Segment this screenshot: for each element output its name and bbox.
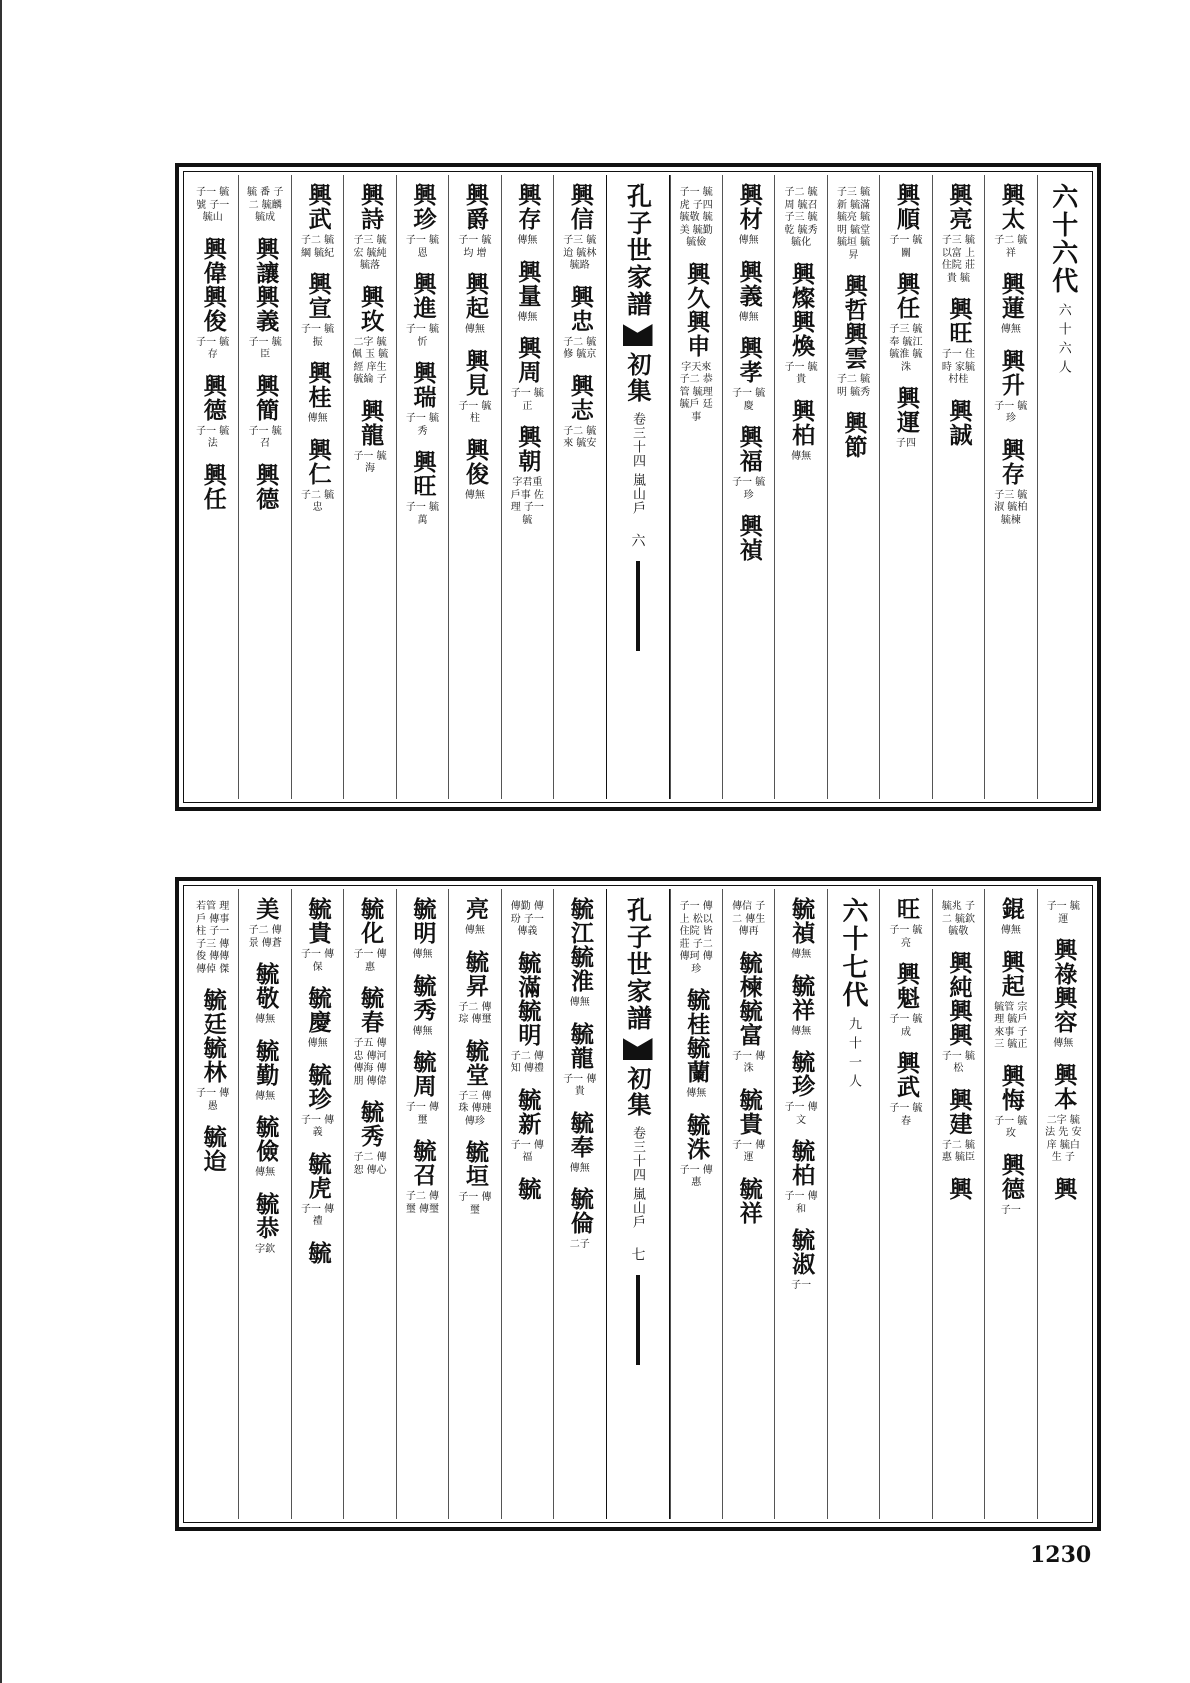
person-note: 傳無: [517, 311, 538, 323]
person-name: 興信: [566, 183, 594, 231]
person-note: 子一 毓春: [889, 1103, 923, 1127]
scan-edge-line: [0, 0, 2, 1683]
person-note: 子一 傳璽: [458, 1192, 492, 1216]
entry-column: [670, 889, 722, 1519]
person-note: 毓管 宗理 毓戶 來事 子三 毓正: [994, 1001, 1028, 1050]
volume-label: 卷三十四 嵐山戶: [630, 1126, 645, 1230]
person-name: 興詩: [357, 183, 385, 231]
person-name: 興義: [252, 284, 280, 333]
person-name: 興任: [199, 462, 227, 511]
person-name: 興哲: [840, 274, 868, 322]
person-note: 傳無: [791, 1025, 812, 1037]
person-name: 毓珍: [788, 1050, 816, 1098]
generation-count: 六十六人: [1055, 303, 1071, 379]
person-note: 子一 傳福: [510, 1139, 544, 1163]
entry-column: [879, 889, 931, 1519]
entry-column: [879, 175, 931, 799]
entry-column: [774, 175, 826, 799]
person-note: 傳無: [464, 489, 485, 501]
person-name: 興仁: [304, 437, 332, 486]
person-name: 興悔: [997, 1063, 1025, 1112]
entry-column: [343, 889, 395, 1519]
person-name: 興運: [893, 386, 921, 434]
person-name: 興玫: [357, 284, 385, 333]
person-note: 子一 毓均 增: [458, 235, 492, 259]
person-note: 子一 毓忻: [405, 324, 440, 348]
person-name: 毓昇: [461, 949, 489, 998]
person-name: 興存: [997, 437, 1025, 486]
person-note: 子三 毓宏 毓純 毓落: [353, 235, 387, 271]
person-name: 興節: [840, 411, 868, 459]
person-name: 興蓮: [997, 272, 1025, 320]
person-note: 子三 毓以富 上住院 莊貴 毓: [941, 235, 975, 284]
person-note: 子一 傳璽: [405, 1102, 440, 1126]
person-name: 毓富: [735, 998, 763, 1047]
entry-column: [291, 175, 343, 799]
person-note: 子二 毓忠: [301, 489, 335, 513]
person-note: 傳無: [569, 997, 590, 1008]
person-name: 興禎: [735, 514, 763, 562]
person-name: 毓明: [514, 998, 542, 1047]
person-note: 子二 毓周 毓召 子三 毓乾 毓秀 毓化: [784, 187, 818, 248]
person-note: 傳無: [307, 1038, 328, 1049]
book-subtitle: 初集: [623, 1066, 652, 1118]
person-name: 興德: [997, 1152, 1025, 1201]
person-name: 毓祥: [788, 973, 816, 1022]
entry-column: [774, 889, 826, 1519]
person-name: 旺: [893, 897, 921, 921]
person-note: 傳無: [686, 1088, 707, 1099]
person-note: 傳無: [1000, 324, 1021, 335]
fishtail-mark: [623, 324, 653, 346]
person-name: 毓明: [409, 897, 437, 945]
person-note: 子二 傳琮 傳璽: [458, 1001, 492, 1025]
person-name: 興周: [514, 336, 542, 384]
person-name: 毓垣: [461, 1140, 489, 1188]
person-name: 興本: [1050, 1062, 1078, 1111]
person-note: 子二 毓修 毓京: [563, 336, 597, 360]
person-name: 興旺: [409, 450, 437, 498]
person-note: 子一 毓虎 子四 毓敬 毓美 毓勤 毓儉: [679, 187, 713, 248]
person-note: 若管 理戶 傳事 柱 子一 子三 傳俊 傳傳 傳倬 傑: [196, 901, 230, 975]
person-name: 毓敬: [252, 962, 280, 1010]
person-note: 子一 傳保: [301, 949, 335, 973]
person-note: 子三 毓奉 毓江 毓淮 毓洙: [889, 324, 923, 373]
person-name: 興武: [304, 183, 332, 231]
entry-column: [553, 175, 605, 799]
person-name: 興宣: [304, 272, 332, 320]
person-note: 子一 毓振: [301, 324, 335, 348]
book-title: 孔子世家譜: [623, 897, 653, 1032]
person-note: 子一 毓召: [248, 425, 282, 449]
person-name: 興量: [514, 259, 542, 308]
person-name: 興俊: [461, 437, 489, 486]
person-note: 子二 毓來 毓安: [563, 425, 597, 449]
person-name: 興魁: [893, 962, 921, 1010]
person-name: 興志: [566, 373, 594, 422]
person-note: 子一 傳義: [301, 1114, 335, 1138]
person-name: 毓儉: [252, 1115, 280, 1163]
person-name: 興偉: [199, 236, 227, 285]
person-name: 興順: [893, 183, 921, 231]
entry-column: [670, 175, 722, 799]
person-name: 興福: [735, 425, 763, 473]
person-note: 二字 毓佩 玉 毓經 庠生 毓綸 子: [351, 336, 389, 385]
person-note: 傳無: [464, 925, 485, 936]
person-name: 興升: [997, 348, 1025, 397]
person-note: 子一 傳運: [732, 1139, 766, 1163]
person-name: 興德: [199, 373, 227, 422]
page-number: 1230: [1030, 1542, 1092, 1568]
center-title-strip: [606, 175, 670, 799]
person-note: 傳無: [1000, 925, 1021, 936]
person-note: 子一 毓松: [941, 1050, 975, 1074]
person-name: 興珍: [409, 183, 437, 231]
person-name: 興: [1050, 1176, 1078, 1201]
person-note: 子二 傳知 傳禮: [510, 1050, 544, 1074]
person-name: 興祿: [1050, 938, 1078, 986]
black-rule: [636, 561, 640, 651]
person-note: 子一 毓存: [196, 336, 230, 360]
person-note: 傳無: [569, 1162, 590, 1174]
person-note: 子一 毓玫: [994, 1115, 1028, 1139]
person-name: 毓周: [409, 1050, 437, 1098]
person-name: 興太: [997, 183, 1025, 231]
person-note: 傳無: [738, 235, 759, 246]
entry-column: [722, 175, 774, 799]
person-name: 毓廷: [199, 988, 227, 1036]
person-name: 興任: [893, 272, 921, 320]
person-name: 興讓: [252, 236, 280, 285]
person-name: 毓楝: [735, 950, 763, 999]
person-note: 子一 毓萬: [405, 502, 440, 526]
person-note: 字欽: [255, 1243, 276, 1255]
entry-column: [448, 889, 500, 1519]
person-name: 興存: [514, 183, 542, 231]
entry-column: [984, 175, 1036, 799]
person-name: 興瑞: [409, 361, 437, 409]
person-name: 興朝: [514, 425, 542, 473]
person-note: 子四: [895, 438, 916, 449]
entry-column: [291, 889, 343, 1519]
person-name: 興起: [997, 949, 1025, 998]
entry-column: [932, 175, 984, 799]
person-name: 毓貴: [735, 1087, 763, 1136]
person-name: 毓林: [199, 1036, 227, 1084]
person-name: 毓虎: [304, 1151, 332, 1200]
person-note: 傳無: [517, 235, 538, 246]
person-note: 子一 傳和: [784, 1191, 818, 1215]
entry-column: [396, 889, 448, 1519]
person-name: 毓堂: [461, 1038, 489, 1087]
entry-column: [553, 889, 605, 1519]
person-note: 子五 傳忠 傳河 傳海 傳朋 傳偉: [353, 1038, 387, 1087]
person-name: 毓恭: [252, 1191, 280, 1240]
person-note: 子一 毓海: [353, 450, 387, 474]
person-name: 興興: [945, 998, 973, 1047]
person-note: 傳無: [1053, 1038, 1074, 1049]
person-note: 字天來 子二 恭管 毓理 毓戶 廷事: [679, 361, 713, 423]
person-name: 興雲: [840, 322, 868, 370]
person-name: 興柏: [788, 398, 816, 447]
person-name: 興見: [461, 348, 489, 397]
entry-column: [187, 175, 238, 799]
person-name: 毓貴: [304, 897, 332, 945]
generation-title: 六十六代: [1047, 183, 1078, 295]
entry-column: [501, 889, 553, 1519]
person-note: 子一: [791, 1280, 812, 1291]
person-note: 傳無: [791, 450, 812, 462]
person-name: 興德: [252, 462, 280, 511]
person-name: 毓珍: [304, 1062, 332, 1111]
person-name: 興俊: [199, 284, 227, 333]
entry-column: [501, 175, 553, 799]
generation-header: [1037, 175, 1089, 799]
person-note: 傳無: [791, 949, 812, 960]
person-name: 錕: [997, 897, 1025, 921]
person-name: 毓淑: [788, 1228, 816, 1276]
person-note: 子一 毓珍: [732, 477, 766, 501]
top-columns: [187, 175, 1089, 799]
person-note: 傳無: [412, 949, 433, 960]
person-name: 興爵: [461, 183, 489, 231]
person-name: 興武: [893, 1051, 921, 1099]
person-note: 傳無: [255, 1167, 276, 1178]
generation-title: 六十七代: [838, 897, 869, 1009]
bottom-genealogy-panel: [175, 877, 1101, 1531]
person-name: 毓化: [357, 897, 385, 945]
person-note: 傳無: [255, 1014, 276, 1025]
person-name: 毓桂: [683, 988, 711, 1036]
person-note: 子一 毓正: [510, 388, 544, 412]
volume-label: 卷三十四 嵐山戶: [630, 412, 645, 516]
person-note: 子二 毓綱 毓紀: [301, 235, 335, 259]
entry-column: [238, 175, 290, 799]
entry-column: [343, 175, 395, 799]
person-note: 二字 毓法 先 安庠 毓白 生 子: [1045, 1114, 1082, 1163]
center-title-strip: [606, 889, 670, 1519]
person-note: 子一 毓亮: [889, 925, 923, 949]
person-name: 興容: [1050, 986, 1078, 1034]
person-name: 毓洙: [683, 1112, 711, 1161]
person-name: 興龍: [357, 398, 385, 447]
person-note: 子一 傳禮: [301, 1203, 335, 1227]
person-name: 毓柏: [788, 1139, 816, 1187]
person-name: 興燦: [788, 261, 816, 310]
person-note: 子三 毓迨 毓林 毓路: [563, 235, 597, 271]
person-note: 傳無: [307, 413, 328, 424]
person-note: 毓 番 子二 毓麟 毓成: [246, 187, 284, 223]
person-name: 興簡: [252, 373, 280, 422]
person-name: 興起: [461, 272, 489, 320]
person-name: 毓: [514, 1176, 542, 1201]
leaf-number: 六: [629, 533, 646, 548]
person-note: 子一 毓法: [196, 425, 230, 449]
person-name: 興孝: [735, 336, 763, 384]
person-note: 傳無: [738, 311, 759, 323]
person-name: 毓祥: [735, 1176, 763, 1225]
person-note: 子一 毓號 子一 毓山: [196, 187, 230, 223]
entry-column: [187, 889, 238, 1519]
person-name: 毓江: [566, 897, 594, 945]
person-note: 子一 住時 家毓 村桂: [941, 349, 975, 385]
person-name: 毓蘭: [683, 1036, 711, 1084]
person-note: 子一: [1000, 1204, 1021, 1216]
person-note: 子一 傳愚: [196, 1088, 230, 1112]
entry-column: [984, 889, 1036, 1519]
person-name: 毓龍: [566, 1021, 594, 1070]
person-note: 子二 毓祥: [994, 235, 1028, 259]
person-name: 毓奉: [566, 1110, 594, 1159]
book-subtitle: 初集: [623, 352, 652, 404]
person-note: 子二 毓惠 毓臣: [941, 1139, 975, 1163]
entry-column: [722, 889, 774, 1519]
bottom-columns: [187, 889, 1089, 1519]
person-name: 毓新: [514, 1087, 542, 1136]
person-name: 興亮: [945, 183, 973, 231]
person-note: 子一 毓關: [889, 235, 923, 259]
person-note: 子一 毓慶: [732, 388, 766, 412]
person-note: 子一 傳文: [784, 1102, 818, 1126]
person-note: 子一 毓柱: [458, 400, 492, 424]
book-title: 孔子世家譜: [623, 183, 653, 318]
person-name: 興純: [945, 950, 973, 999]
fishtail-mark: [623, 1038, 653, 1060]
person-note: 子一 毓貴: [784, 361, 818, 385]
person-name: 興久: [683, 261, 711, 310]
person-note: 傳信 子二 傳生 傳再: [732, 901, 766, 937]
person-name: 興義: [735, 259, 763, 308]
entry-column: [827, 175, 879, 799]
person-note: 子三 傳珠 傳璉 傳珍: [458, 1090, 492, 1127]
person-note: 子一 傳惠: [679, 1164, 713, 1188]
person-name: 興申: [683, 309, 711, 358]
generation-count: 九十一人: [846, 1017, 862, 1093]
person-name: 興: [945, 1176, 973, 1201]
leaf-number: 七: [629, 1247, 646, 1262]
person-name: 亮: [461, 897, 489, 921]
person-note: 子一 毓恩: [405, 235, 440, 259]
person-note: 子一 毓運: [1046, 901, 1080, 925]
person-name: 美: [252, 897, 280, 921]
entry-column: [932, 889, 984, 1519]
entry-column: [1037, 889, 1089, 1519]
person-note: 子二 傳恕 傳心: [353, 1152, 387, 1176]
person-name: 興旺: [945, 297, 973, 345]
person-note: 子三 毓新 毓滿 毓亮 毓明 毓堂 毓垣 毓昇: [836, 187, 871, 261]
person-note: 子一 毓秀: [405, 413, 440, 437]
person-name: 毓秀: [409, 973, 437, 1022]
person-name: 興誠: [945, 398, 973, 447]
person-note: 子一 毓臣: [248, 336, 282, 360]
person-name: 毓慶: [304, 986, 332, 1034]
generation-header: [827, 889, 879, 1519]
person-name: 毓倫: [566, 1187, 594, 1235]
person-name: 興忠: [566, 284, 594, 333]
person-note: 子一 毓成: [889, 1014, 923, 1038]
person-name: 毓: [304, 1240, 332, 1265]
black-rule: [636, 1275, 640, 1365]
person-note: 子二 傳璽 傳璽: [405, 1191, 440, 1215]
person-name: 興煥: [788, 309, 816, 358]
person-note: 子二 傳景 傳蒼: [248, 925, 282, 949]
person-note: 字君重 戶事 佐理 子一 毓: [510, 477, 544, 526]
person-name: 毓禎: [788, 897, 816, 945]
person-note: 子一 毓珍: [994, 400, 1028, 424]
person-note: 傳勤 傳玢 子一 傳義: [510, 901, 544, 937]
person-note: 傳無: [255, 1090, 276, 1102]
person-note: 傳無: [412, 1025, 433, 1037]
person-note: 子三 毓淑 毓柏 毓楝: [994, 489, 1028, 526]
entry-column: [396, 175, 448, 799]
top-genealogy-panel: [175, 163, 1101, 811]
person-name: 興材: [735, 183, 763, 231]
person-name: 毓召: [409, 1139, 437, 1187]
entry-column: [238, 889, 290, 1519]
person-note: 子二 毓明 毓秀: [836, 374, 871, 398]
person-note: 毓兆 子二 毓欽 毓敬: [941, 901, 975, 937]
person-name: 興桂: [304, 361, 332, 409]
person-note: 子一 傳上 松以 住院 皆莊 子二 傳珂 傳珍: [679, 901, 713, 975]
person-name: 毓勤: [252, 1038, 280, 1087]
person-name: 毓淮: [566, 945, 594, 993]
person-name: 毓秀: [357, 1100, 385, 1148]
person-note: 子一 傳洙: [732, 1050, 766, 1074]
entry-column: [448, 175, 500, 799]
person-note: 子一 傳貴: [563, 1073, 597, 1097]
person-name: 毓春: [357, 986, 385, 1034]
person-name: 毓滿: [514, 950, 542, 999]
person-name: 毓迨: [199, 1125, 227, 1173]
person-note: 子一 傳惠: [353, 949, 387, 973]
person-name: 興進: [409, 272, 437, 320]
person-note: 傳無: [464, 324, 485, 335]
person-note: 二子: [569, 1239, 590, 1250]
person-name: 興建: [945, 1087, 973, 1136]
